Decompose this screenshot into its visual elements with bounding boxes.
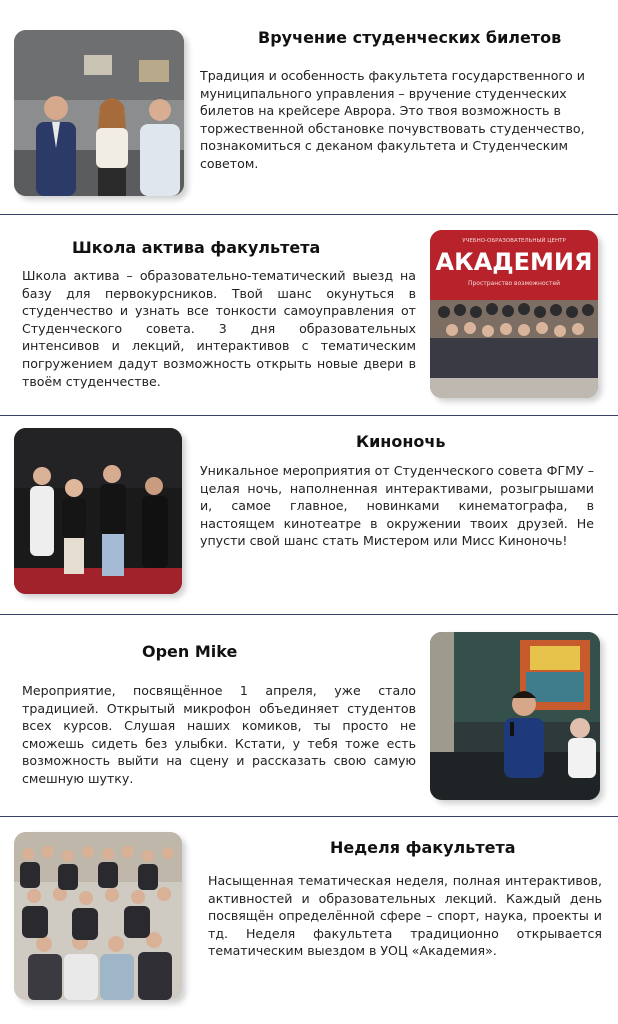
photo-open-mike xyxy=(430,632,600,800)
section-divider xyxy=(0,415,618,416)
banner-academy-title: АКАДЕМИЯ xyxy=(435,248,593,276)
section-title-open-mike: Open Mike xyxy=(142,642,238,661)
banner-top-label: УЧЕБНО-ОБРАЗОВАТЕЛЬНЫЙ ЦЕНТР xyxy=(462,238,566,244)
photo-faculty-week xyxy=(14,832,182,1000)
section-text-student-tickets: Традиция и особенность факультета государственного и муниципального управления – вручение студенческих билетов на крейсере Аврора. Это твоя возможность в торжественной обстановке почувствовать студенчество, познакомиться с деканом факультета и Студенческим советом. xyxy=(200,68,585,171)
photo-activist-school xyxy=(430,230,598,398)
section-text-movie-night: Уникальное мероприятия от Студенческого совета ФГМУ – целая ночь, наполненная интерактивами, розыгрышами и, самое главное, новинками кинематографа, в настоящем кинотеатре в окружении твоих друзей. Не упусти свой шанс стать Мистером или Мисс Киноночь! xyxy=(200,463,594,549)
photo-student-tickets xyxy=(14,30,184,196)
section-title-student-tickets: Вручение студенческих билетов xyxy=(258,28,562,47)
section-title-faculty-week: Неделя факультета xyxy=(330,838,516,857)
section-divider xyxy=(0,816,618,817)
section-title-activist-school: Школа актива факультета xyxy=(72,238,321,257)
section-text-activist-school: Школа актива – образовательно-тематический выезд на базу для первокурсников. Твой шанс окунуться в студенчество и узнать все тонкости самоуправления от Студенческого совета. 3 дня образовательных интенсивов и лекций, интерактивов с тематическим погружением дадут возможность открыть новые двери в твоём студенчестве. xyxy=(22,268,416,389)
section-text-faculty-week: Насыщенная тематическая неделя, полная интерактивов, активностей и образовательных лекций. Каждый день посвящён определённой сфере – спорт, наука, проекты и тд. Неделя факультета традиционно открывается тематическим выездом в УОЦ «Академия». xyxy=(208,873,602,959)
banner-subtitle: Пространство возможностей xyxy=(467,280,561,287)
section-divider xyxy=(0,214,618,215)
photo-movie-night xyxy=(14,428,182,594)
section-divider xyxy=(0,614,618,615)
section-title-movie-night: Киноночь xyxy=(356,432,446,451)
section-text-open-mike: Мероприятие, посвящённое 1 апреля, уже стало традицией. Открытый микрофон объединяет студентов всех курсов. Слушая наших комиков, ты просто не сможешь сидеть без улыбки. Кстати, у тебя тоже есть возможность выйти на сцену и рассказать свою самую смешную шутку. xyxy=(22,683,416,786)
